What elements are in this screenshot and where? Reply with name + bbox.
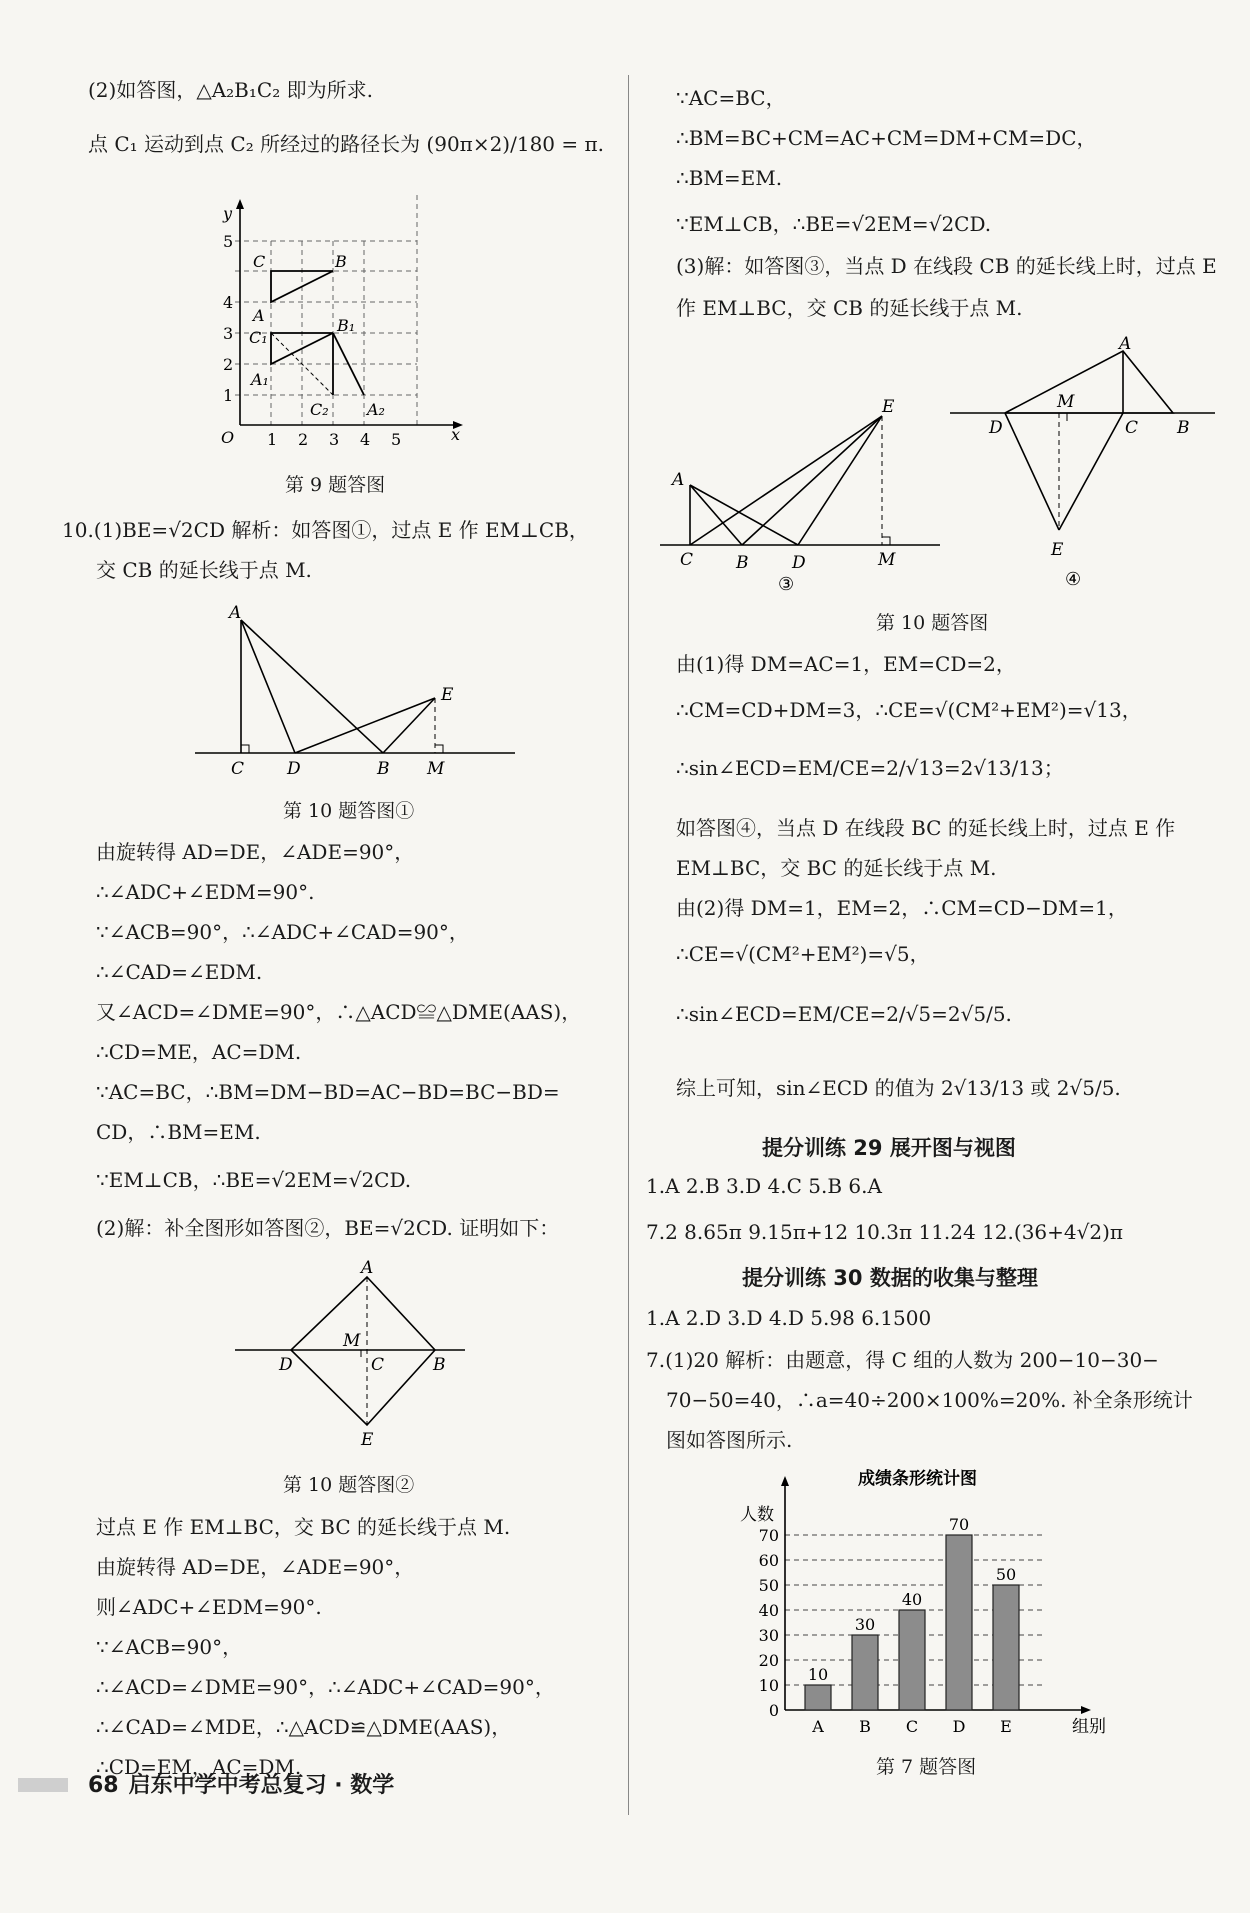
x-tick: 4 bbox=[360, 430, 371, 449]
category-label: E bbox=[1000, 1717, 1012, 1736]
point-label: A₂ bbox=[367, 400, 385, 419]
point-label: E bbox=[441, 685, 454, 705]
point-label: A bbox=[672, 470, 685, 490]
x-axis-label: 组别 bbox=[1072, 1717, 1106, 1737]
x-tick: 2 bbox=[298, 430, 309, 449]
y-axis-label: y bbox=[223, 204, 233, 223]
y-tick-label: 50 bbox=[758, 1576, 779, 1595]
proof-line: ∵EM⊥CB，∴BE=√2EM=√2CD. bbox=[676, 212, 992, 236]
point-label: C bbox=[371, 1355, 385, 1375]
proof-line: ∵AC=BC，∴BM=DM−BD=AC−BD=BC−BD= bbox=[96, 1080, 560, 1104]
book-title: 启东中学中考总复习 · 数学 bbox=[128, 1773, 395, 1798]
point-label: E bbox=[1051, 540, 1064, 560]
y-tick: 5 bbox=[223, 232, 234, 251]
proof-line: EM⊥BC，交 BC 的延长线于点 M. bbox=[676, 856, 997, 880]
proof-line: ∴sin∠ECD=EM/CE=2/√5=2√5/5. bbox=[676, 1002, 1012, 1026]
y-tick: 2 bbox=[223, 355, 234, 374]
answer-line: 点 C₁ 运动到点 C₂ 所经过的路径长为 (90π×2)/180 = π. bbox=[88, 132, 604, 156]
y-tick-label: 70 bbox=[758, 1526, 779, 1545]
point-label: C₁ bbox=[249, 328, 268, 347]
footer-decor-bar bbox=[18, 1778, 68, 1792]
point-label: M bbox=[878, 550, 896, 570]
point-label: E bbox=[882, 397, 895, 417]
point-label: C bbox=[253, 252, 266, 271]
answer-line: 70−50=40，∴a=40÷200×100%=20%. 补全条形统计 bbox=[666, 1388, 1193, 1412]
figure-number: ④ bbox=[1065, 569, 1082, 590]
bar-value-label: 50 bbox=[995, 1565, 1017, 1584]
category-label: D bbox=[952, 1717, 966, 1736]
proof-line: 由(1)得 DM=AC=1，EM=CD=2， bbox=[676, 652, 1016, 676]
point-label: A bbox=[229, 603, 242, 623]
proof-line: ∵∠ACB=90°，∴∠ADC+∠CAD=90°， bbox=[96, 920, 469, 944]
y-tick: 1 bbox=[223, 386, 234, 405]
figure-10-4 bbox=[945, 335, 1220, 595]
figure-10-3 bbox=[650, 390, 950, 600]
point-label: B₁ bbox=[337, 316, 356, 335]
answer-line: 7.2 8.65π 9.15π+12 10.3π 11.24 12.(36+4√2)π bbox=[646, 1220, 1124, 1244]
proof-line: ∵AC=BC， bbox=[676, 86, 786, 110]
proof-line: 则∠ADC+∠EDM=90°. bbox=[96, 1595, 322, 1619]
point-label: D bbox=[279, 1355, 293, 1375]
y-axis-arrow bbox=[781, 1476, 789, 1486]
point-label: A bbox=[1119, 334, 1132, 354]
bar bbox=[852, 1635, 878, 1710]
origin-label: O bbox=[221, 428, 235, 447]
proof-line: 由(2)得 DM=1，EM=2，∴CM=CD−DM=1， bbox=[676, 896, 1128, 920]
answer-line: 7.(1)20 解析：由题意，得 C 组的人数为 200−10−30− bbox=[646, 1348, 1159, 1372]
page-footer bbox=[88, 1768, 394, 1799]
x-tick: 3 bbox=[329, 430, 340, 449]
proof-line: (3)解：如答图③，当点 D 在线段 CB 的延长线上时，过点 E bbox=[676, 254, 1217, 278]
figure-10-2 bbox=[225, 1255, 475, 1455]
proof-line: CD，∴BM=EM. bbox=[96, 1120, 261, 1144]
figure-caption: 第 10 题答图② bbox=[283, 1474, 415, 1496]
category-label: C bbox=[905, 1717, 919, 1736]
answer-line: 1.A 2.D 3.D 4.D 5.98 6.1500 bbox=[646, 1306, 932, 1330]
point-label: D bbox=[287, 759, 301, 779]
bar bbox=[946, 1535, 972, 1710]
proof-line: ∴∠CAD=∠EDM. bbox=[96, 960, 263, 984]
proof-line: 由旋转得 AD=DE，∠ADE=90°， bbox=[96, 1555, 415, 1579]
proof-line: ∴CD=EM，AC=DM. bbox=[96, 1755, 302, 1779]
proof-line: ∴CE=√(CM²+EM²)=√5， bbox=[676, 942, 930, 966]
x-axis-arrow bbox=[1081, 1706, 1091, 1714]
point-label: B bbox=[335, 252, 347, 271]
section-title: 提分训练 29 展开图与视图 bbox=[762, 1136, 1016, 1160]
proof-line: 作 EM⊥BC，交 CB 的延长线于点 M. bbox=[676, 296, 1023, 320]
x-tick: 1 bbox=[267, 430, 278, 449]
y-tick-label: 60 bbox=[758, 1551, 779, 1570]
point-label: A₁ bbox=[251, 370, 269, 389]
y-tick-label: 10 bbox=[758, 1676, 779, 1695]
point-label: B bbox=[377, 759, 390, 779]
bar-value-label: 10 bbox=[807, 1665, 829, 1684]
point-label: C bbox=[1125, 418, 1139, 438]
proof-line: 又∠ACD=∠DME=90°，∴△ACD≌△DME(AAS)， bbox=[96, 1000, 582, 1024]
figure-caption: 第 10 题答图① bbox=[283, 800, 415, 822]
proof-line: ∴BM=BC+CM=AC+CM=DM+CM=DC， bbox=[676, 126, 1097, 150]
column-divider bbox=[628, 75, 629, 1815]
point-label: C bbox=[231, 759, 245, 779]
figure-number: ③ bbox=[778, 574, 795, 595]
section-title: 提分训练 30 数据的收集与整理 bbox=[742, 1266, 1038, 1290]
point-label: B bbox=[736, 553, 749, 573]
answer-line: 图如答图所示. bbox=[666, 1428, 793, 1452]
proof-line: (2)解：补全图形如答图②，BE=√2CD. 证明如下： bbox=[96, 1216, 560, 1240]
proof-line: ∵EM⊥CB，∴BE=√2EM=√2CD. bbox=[96, 1168, 412, 1192]
bar bbox=[899, 1610, 925, 1710]
point-label: M bbox=[343, 1331, 361, 1351]
proof-line: ∴∠ACD=∠DME=90°，∴∠ADC+∠CAD=90°， bbox=[96, 1675, 555, 1699]
page-number: 68 bbox=[88, 1773, 119, 1798]
figure-caption: 第 9 题答图 bbox=[285, 474, 386, 496]
point-label: D bbox=[792, 553, 806, 573]
y-tick: 4 bbox=[223, 293, 234, 312]
proof-line: ∴∠CAD=∠MDE，∴△ACD≌△DME(AAS)， bbox=[96, 1715, 512, 1739]
point-label: B bbox=[1177, 418, 1190, 438]
proof-line: 由旋转得 AD=DE，∠ADE=90°， bbox=[96, 840, 415, 864]
figure-caption: 第 10 题答图 bbox=[876, 612, 989, 634]
bar-value-label: 40 bbox=[901, 1590, 923, 1609]
figure-9-grid bbox=[205, 195, 465, 449]
y-tick: 3 bbox=[223, 324, 234, 343]
x-axis-label: x bbox=[451, 425, 461, 444]
point-label: A bbox=[253, 306, 265, 325]
point-label: M bbox=[1057, 392, 1075, 412]
point-label: A bbox=[361, 1258, 374, 1278]
y-axis-label: 人数 bbox=[740, 1505, 774, 1525]
y-tick-label: 40 bbox=[758, 1601, 779, 1620]
proof-line: ∴BM=EM. bbox=[676, 166, 783, 190]
proof-line: ∴CM=CD+DM=3，∴CE=√(CM²+EM²)=√13， bbox=[676, 698, 1142, 722]
y-tick-label: 0 bbox=[768, 1701, 779, 1720]
point-label: M bbox=[427, 759, 445, 779]
proof-line: 如答图④，当点 D 在线段 BC 的延长线上时，过点 E 作 bbox=[676, 816, 1176, 840]
bar bbox=[993, 1585, 1019, 1710]
point-label: E bbox=[361, 1430, 374, 1450]
point-label: D bbox=[989, 418, 1003, 438]
bar-value-label: 70 bbox=[948, 1515, 970, 1534]
bar bbox=[805, 1685, 831, 1710]
answer-line: 1.A 2.B 3.D 4.C 5.B 6.A bbox=[646, 1174, 882, 1198]
score-bar-chart bbox=[740, 1462, 1106, 1742]
chart-title: 成绩条形统计图 bbox=[858, 1469, 977, 1489]
figure-10-1 bbox=[185, 600, 525, 790]
y-tick-label: 20 bbox=[758, 1651, 779, 1670]
point-label: C₂ bbox=[310, 400, 329, 419]
proof-line: ∴sin∠ECD=EM/CE=2/√13=2√13/13； bbox=[676, 756, 1064, 780]
x-tick: 5 bbox=[391, 430, 402, 449]
point-label: B bbox=[433, 1355, 446, 1375]
answer-line: (2)如答图，△A₂B₁C₂ 即为所求. bbox=[88, 78, 373, 102]
proof-line: ∴∠ADC+∠EDM=90°. bbox=[96, 880, 315, 904]
proof-line: ∴CD=ME，AC=DM. bbox=[96, 1040, 302, 1064]
figure-caption: 第 7 题答图 bbox=[876, 1756, 977, 1778]
category-label: A bbox=[812, 1717, 824, 1736]
question-line: 交 CB 的延长线于点 M. bbox=[96, 558, 312, 582]
category-label: B bbox=[859, 1717, 871, 1736]
y-tick-label: 30 bbox=[758, 1626, 779, 1645]
proof-line: 综上可知，sin∠ECD 的值为 2√13/13 或 2√5/5. bbox=[676, 1076, 1121, 1100]
proof-line: 过点 E 作 EM⊥BC，交 BC 的延长线于点 M. bbox=[96, 1515, 511, 1539]
question-line: 10.(1)BE=√2CD 解析：如答图①，过点 E 作 EM⊥CB， bbox=[62, 518, 589, 542]
point-label: C bbox=[680, 550, 694, 570]
proof-line: ∵∠ACB=90°， bbox=[96, 1635, 243, 1659]
bar-value-label: 30 bbox=[854, 1615, 876, 1634]
